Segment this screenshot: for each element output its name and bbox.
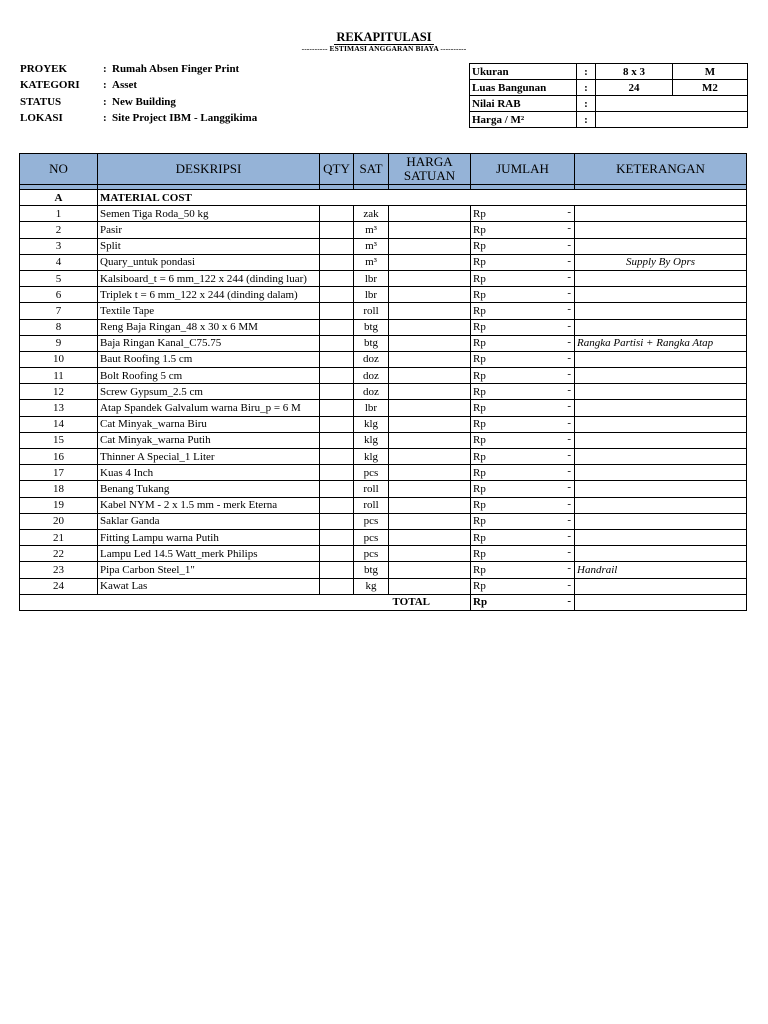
section-name: MATERIAL COST — [98, 190, 747, 206]
table-row — [20, 270, 747, 286]
row-keterangan — [575, 319, 747, 335]
table-row — [20, 335, 747, 351]
row-amount-value: - — [567, 449, 571, 461]
info-colon: : — [103, 63, 107, 75]
row-description: Kuas 4 Inch — [98, 465, 320, 481]
row-number: 17 — [20, 465, 98, 481]
row-qty — [320, 206, 354, 222]
table-row — [20, 384, 747, 400]
summary-colon: : — [577, 64, 596, 80]
table-row — [20, 497, 747, 513]
row-amount-value: - — [567, 368, 571, 381]
row-amount — [471, 384, 575, 400]
summary-value: 8 x 3 — [596, 64, 673, 80]
row-description: Triplek t = 6 mm_122 x 244 (dinding dalam) — [98, 287, 320, 303]
section-code: A — [20, 190, 98, 206]
header-harga-line2: SATUAN — [403, 168, 456, 183]
row-unit-price — [389, 254, 471, 270]
table-row — [20, 400, 747, 416]
row-number: 6 — [20, 287, 98, 303]
row-unit-price — [389, 562, 471, 578]
row-unit: doz — [354, 368, 389, 384]
row-unit-price — [389, 497, 471, 513]
row-unit-price — [389, 287, 471, 303]
row-qty — [320, 481, 354, 497]
row-currency: Rp — [473, 321, 486, 334]
row-amount-value: - — [567, 238, 571, 251]
row-currency: Rp — [473, 515, 486, 528]
row-amount-value: - — [567, 287, 571, 300]
row-amount — [471, 578, 575, 594]
row-number: 24 — [20, 578, 98, 594]
row-amount — [471, 432, 575, 448]
header-keterangan: KETERANGAN — [575, 154, 747, 185]
table-header-row — [20, 154, 747, 185]
row-number: 23 — [20, 562, 98, 578]
row-unit: roll — [354, 481, 389, 497]
row-currency: Rp — [473, 272, 486, 285]
row-amount — [471, 319, 575, 335]
row-amount-value: - — [567, 206, 571, 219]
row-unit-price — [389, 351, 471, 367]
row-qty — [320, 287, 354, 303]
table-row — [20, 529, 747, 545]
info-colon: : — [103, 79, 107, 92]
row-description: Fitting Lampu warna Putih — [98, 529, 320, 545]
row-keterangan — [575, 481, 747, 497]
row-qty — [320, 562, 354, 578]
row-description: Saklar Ganda — [98, 513, 320, 529]
row-currency: Rp — [473, 434, 486, 447]
row-amount — [471, 513, 575, 529]
row-amount-value: - — [567, 529, 571, 542]
table-row — [20, 449, 747, 465]
table-row — [20, 222, 747, 238]
row-number: 9 — [20, 335, 98, 351]
row-number: 22 — [20, 546, 98, 562]
header-harga-line1: HARGA — [406, 154, 453, 169]
row-qty — [320, 449, 354, 465]
row-unit-price — [389, 449, 471, 465]
row-keterangan — [575, 222, 747, 238]
info-colon: : — [103, 111, 107, 124]
row-unit-price — [389, 529, 471, 545]
summary-colon: : — [577, 96, 596, 112]
row-description: Cat Minyak_warna Putih — [98, 432, 320, 448]
row-number: 3 — [20, 238, 98, 254]
row-amount — [471, 254, 575, 270]
row-qty — [320, 303, 354, 319]
row-amount — [471, 351, 575, 367]
row-unit-price — [389, 368, 471, 384]
row-amount-value: - — [567, 578, 571, 591]
header-harga-satuan — [389, 154, 471, 185]
row-unit: pcs — [354, 529, 389, 545]
row-amount-value: - — [567, 319, 571, 332]
total-value: - — [567, 594, 571, 607]
row-unit: m³ — [354, 238, 389, 254]
row-number: 5 — [20, 270, 98, 286]
total-currency: Rp — [473, 596, 488, 609]
row-qty — [320, 513, 354, 529]
row-currency: Rp — [473, 223, 486, 236]
table-row — [20, 351, 747, 367]
table-row — [20, 578, 747, 594]
row-description: Benang Tukang — [98, 481, 320, 497]
row-unit-price — [389, 546, 471, 562]
table-row — [20, 287, 747, 303]
table-row — [20, 206, 747, 222]
summary-label: Harga / M² — [470, 112, 577, 128]
info-label: KATEGORI — [20, 79, 80, 92]
row-number: 11 — [20, 368, 98, 384]
row-qty — [320, 465, 354, 481]
row-keterangan — [575, 368, 747, 384]
row-unit: btg — [354, 335, 389, 351]
row-number: 1 — [20, 206, 98, 222]
row-unit-price — [389, 222, 471, 238]
row-number: 2 — [20, 222, 98, 238]
row-amount-value: - — [567, 513, 571, 526]
row-number: 13 — [20, 400, 98, 416]
row-unit: lbr — [354, 270, 389, 286]
row-amount — [471, 238, 575, 254]
row-unit: klg — [354, 449, 389, 465]
row-unit-price — [389, 481, 471, 497]
row-number: 8 — [20, 319, 98, 335]
row-keterangan — [575, 529, 747, 545]
row-description: Semen Tiga Roda_50 kg — [98, 206, 320, 222]
row-amount-value: - — [567, 432, 571, 445]
row-amount — [471, 400, 575, 416]
row-unit-price — [389, 384, 471, 400]
row-amount-value: - — [567, 351, 571, 364]
row-amount-value: - — [567, 400, 571, 413]
row-number: 10 — [20, 351, 98, 367]
info-value: Site Project IBM - Langgikima — [112, 111, 258, 124]
row-number: 16 — [20, 449, 98, 465]
row-keterangan — [575, 400, 747, 416]
row-currency: Rp — [473, 450, 486, 463]
row-unit-price — [389, 270, 471, 286]
summary-colon: : — [577, 80, 596, 96]
info-value: Asset — [112, 79, 138, 92]
row-amount — [471, 335, 575, 351]
summary-label: Nilai RAB — [470, 96, 577, 112]
summary-row-harga-m2 — [470, 112, 748, 128]
row-unit-price — [389, 238, 471, 254]
row-keterangan — [575, 303, 747, 319]
row-unit-price — [389, 400, 471, 416]
row-currency: Rp — [473, 531, 486, 544]
summary-row-luas — [470, 80, 748, 96]
row-keterangan — [575, 578, 747, 594]
row-currency: Rp — [473, 499, 486, 512]
header-deskripsi: DESKRIPSI — [98, 154, 320, 185]
row-qty — [320, 238, 354, 254]
row-keterangan — [575, 449, 747, 465]
row-number: 4 — [20, 254, 98, 270]
row-unit-price — [389, 578, 471, 594]
row-unit-price — [389, 303, 471, 319]
table-row — [20, 513, 747, 529]
row-keterangan — [575, 513, 747, 529]
row-qty — [320, 319, 354, 335]
summary-value: 24 — [596, 80, 673, 96]
row-amount-value: - — [567, 416, 571, 429]
row-qty — [320, 578, 354, 594]
row-unit-price — [389, 335, 471, 351]
row-unit-price — [389, 513, 471, 529]
row-qty — [320, 384, 354, 400]
table-row — [20, 546, 747, 562]
row-description: Bolt Roofing 5 cm — [98, 368, 320, 384]
info-label: LOKASI — [20, 111, 63, 124]
row-qty — [320, 270, 354, 286]
row-number: 20 — [20, 513, 98, 529]
table-row — [20, 562, 747, 578]
row-amount-value: - — [567, 384, 571, 397]
row-amount — [471, 368, 575, 384]
summary-label: Ukuran — [470, 64, 577, 80]
summary-row-nilai-rab — [470, 96, 748, 112]
row-currency: Rp — [473, 207, 486, 220]
row-amount-value: - — [567, 254, 571, 267]
row-description: Baut Roofing 1.5 cm — [98, 351, 320, 367]
row-qty — [320, 222, 354, 238]
row-qty — [320, 254, 354, 270]
row-currency: Rp — [473, 369, 486, 382]
row-qty — [320, 416, 354, 432]
row-number: 19 — [20, 497, 98, 513]
row-number: 18 — [20, 481, 98, 497]
row-amount — [471, 546, 575, 562]
section-row — [20, 190, 747, 206]
row-keterangan — [575, 238, 747, 254]
row-amount-value: - — [567, 562, 571, 575]
row-amount — [471, 449, 575, 465]
row-qty — [320, 432, 354, 448]
table-row — [20, 303, 747, 319]
row-keterangan: Rangka Partisi + Rangka Atap — [575, 335, 747, 351]
table-row — [20, 319, 747, 335]
row-amount — [471, 497, 575, 513]
table-row — [20, 432, 747, 448]
row-unit-price — [389, 206, 471, 222]
row-number: 7 — [20, 303, 98, 319]
row-keterangan — [575, 497, 747, 513]
row-amount — [471, 562, 575, 578]
row-description: Lampu Led 14.5 Watt_merk Philips — [98, 546, 320, 562]
row-currency: Rp — [473, 385, 486, 398]
row-qty — [320, 351, 354, 367]
row-qty — [320, 368, 354, 384]
summary-unit: M — [673, 64, 748, 80]
row-unit: klg — [354, 416, 389, 432]
row-unit: pcs — [354, 513, 389, 529]
row-currency: Rp — [473, 402, 486, 415]
row-unit-price — [389, 432, 471, 448]
info-value: Rumah Absen Finger Print — [112, 63, 240, 75]
row-description: Reng Baja Ringan_48 x 30 x 6 MM — [98, 319, 320, 335]
header-jumlah: JUMLAH — [471, 154, 575, 185]
row-currency: Rp — [473, 580, 486, 593]
row-unit: btg — [354, 319, 389, 335]
row-currency: Rp — [473, 240, 486, 253]
row-unit: btg — [354, 562, 389, 578]
document-title — [0, 30, 768, 45]
row-unit: zak — [354, 206, 389, 222]
summary-label: Luas Bangunan — [470, 80, 577, 96]
row-amount — [471, 529, 575, 545]
header-qty: QTY — [320, 154, 354, 185]
row-amount-value: - — [567, 546, 571, 559]
row-number: 14 — [20, 416, 98, 432]
row-description: Thinner A Special_1 Liter — [98, 449, 320, 465]
row-description: Kawat Las — [98, 578, 320, 594]
table-row — [20, 368, 747, 384]
header-no: NO — [20, 154, 98, 185]
row-keterangan — [575, 270, 747, 286]
table-row — [20, 416, 747, 432]
row-description: Baja Ringan Kanal_C75.75 — [98, 335, 320, 351]
row-amount — [471, 303, 575, 319]
row-number: 15 — [20, 432, 98, 448]
total-label: TOTAL — [20, 594, 471, 610]
row-amount — [471, 222, 575, 238]
row-keterangan: Supply By Oprs — [575, 254, 747, 270]
row-unit: doz — [354, 351, 389, 367]
row-amount — [471, 465, 575, 481]
table-row — [20, 465, 747, 481]
row-unit: roll — [354, 303, 389, 319]
row-amount-value: - — [567, 497, 571, 510]
row-amount-value: - — [567, 335, 571, 348]
row-description: Kalsiboard_t = 6 mm_122 x 244 (dinding luar) — [98, 270, 320, 286]
row-currency: Rp — [473, 482, 486, 495]
row-keterangan — [575, 206, 747, 222]
header-sat: SAT — [354, 154, 389, 185]
row-unit: m³ — [354, 254, 389, 270]
row-unit: pcs — [354, 465, 389, 481]
row-unit-price — [389, 465, 471, 481]
row-unit: pcs — [354, 546, 389, 562]
row-currency: Rp — [473, 288, 486, 301]
row-description: Pasir — [98, 222, 320, 238]
cost-table — [19, 153, 747, 611]
row-description: Screw Gypsum_2.5 cm — [98, 384, 320, 400]
row-description: Kabel NYM - 2 x 1.5 mm - merk Eterna — [98, 497, 320, 513]
row-unit-price — [389, 319, 471, 335]
row-unit: doz — [354, 384, 389, 400]
table-row — [20, 238, 747, 254]
document-subtitle: ---------- ESTIMASI ANGGARAN BIAYA ---------- — [301, 44, 467, 53]
summary-table — [469, 63, 748, 128]
summary-value — [596, 112, 748, 128]
row-qty — [320, 335, 354, 351]
table-row — [20, 254, 747, 270]
row-keterangan: Handrail — [575, 562, 747, 578]
row-description: Textile Tape — [98, 303, 320, 319]
row-currency: Rp — [473, 563, 486, 576]
row-description: Cat Minyak_warna Biru — [98, 416, 320, 432]
row-keterangan — [575, 287, 747, 303]
row-description: Split — [98, 238, 320, 254]
title-text: REKAPITULASI — [336, 30, 432, 44]
row-amount-value: - — [567, 222, 571, 235]
row-amount-value: - — [567, 481, 571, 494]
row-unit: lbr — [354, 287, 389, 303]
info-label: STATUS — [20, 95, 62, 108]
info-value: New Building — [112, 95, 176, 108]
row-currency: Rp — [473, 353, 486, 366]
row-number: 21 — [20, 529, 98, 545]
row-keterangan — [575, 416, 747, 432]
row-unit: klg — [354, 432, 389, 448]
row-currency: Rp — [473, 418, 486, 431]
total-keterangan — [575, 594, 747, 610]
info-label: PROYEK — [20, 63, 68, 75]
row-unit: roll — [354, 497, 389, 513]
summary-value — [596, 96, 748, 112]
summary-colon: : — [577, 112, 596, 128]
row-unit-price — [389, 416, 471, 432]
row-unit: m³ — [354, 222, 389, 238]
row-number: 12 — [20, 384, 98, 400]
total-row — [20, 594, 747, 610]
row-keterangan — [575, 351, 747, 367]
total-amount — [471, 594, 575, 610]
row-qty — [320, 497, 354, 513]
summary-unit: M2 — [673, 80, 748, 96]
row-currency: Rp — [473, 547, 486, 560]
info-colon: : — [103, 95, 107, 108]
row-currency: Rp — [473, 337, 486, 350]
row-amount — [471, 481, 575, 497]
row-amount — [471, 270, 575, 286]
row-keterangan — [575, 465, 747, 481]
row-keterangan — [575, 384, 747, 400]
row-description: Atap Spandek Galvalum warna Biru_p = 6 M — [98, 400, 320, 416]
row-qty — [320, 546, 354, 562]
row-unit: kg — [354, 578, 389, 594]
row-amount-value: - — [567, 303, 571, 316]
row-currency: Rp — [473, 256, 486, 269]
row-amount — [471, 206, 575, 222]
row-unit: lbr — [354, 400, 389, 416]
table-row — [20, 481, 747, 497]
summary-row-ukuran — [470, 64, 748, 80]
row-description: Quary_untuk pondasi — [98, 254, 320, 270]
row-currency: Rp — [473, 304, 486, 317]
row-keterangan — [575, 432, 747, 448]
row-description: Pipa Carbon Steel_1" — [98, 562, 320, 578]
row-amount — [471, 287, 575, 303]
row-amount-value: - — [567, 465, 571, 478]
row-amount-value: - — [567, 270, 571, 283]
row-currency: Rp — [473, 466, 486, 479]
row-qty — [320, 400, 354, 416]
row-keterangan — [575, 546, 747, 562]
row-qty — [320, 529, 354, 545]
row-amount — [471, 416, 575, 432]
